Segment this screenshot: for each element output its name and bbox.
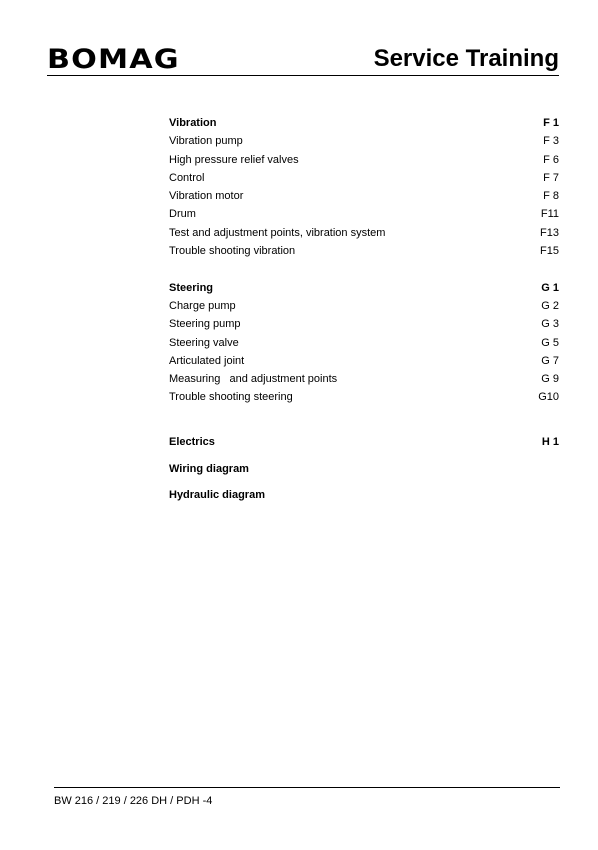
toc-item-label: Steering valve — [169, 336, 239, 349]
toc-item-label: Measuring and adjustment points — [169, 373, 338, 386]
toc-page-number: F 7 — [543, 171, 559, 184]
toc-page-number: F 1 — [543, 117, 559, 129]
toc-page-number: G 1 — [541, 281, 559, 294]
toc-item-label: High pressure relief valves — [169, 153, 299, 166]
footer-model-text: BW 216 / 219 / 226 DH / PDH -4 — [54, 795, 213, 807]
toc-item[interactable] — [169, 297, 559, 315]
toc-page-number: F11 — [540, 208, 559, 221]
toc-page-number: G 3 — [541, 318, 559, 331]
toc-page-number: G 7 — [541, 354, 559, 367]
toc-item[interactable] — [169, 169, 559, 187]
toc-page-number: F13 — [540, 226, 559, 239]
section-spacer — [169, 260, 559, 278]
toc-heading-vibration[interactable] — [169, 114, 559, 132]
toc-item[interactable] — [169, 334, 559, 352]
toc-heading-label: Steering — [169, 281, 214, 294]
toc-item[interactable] — [169, 187, 559, 205]
toc-extra-hydraulic-diagram[interactable]: Hydraulic diagram — [169, 489, 265, 502]
toc-item-label: Trouble shooting steering — [169, 391, 293, 404]
toc-item[interactable] — [169, 370, 559, 388]
toc-page-number: G10 — [538, 391, 559, 404]
page-footer — [54, 787, 560, 808]
table-of-contents — [169, 114, 559, 504]
toc-page-number: F 3 — [543, 135, 559, 148]
toc-page-number: F15 — [540, 245, 559, 258]
toc-item[interactable] — [169, 132, 559, 150]
toc-heading-label: Vibration — [169, 117, 217, 129]
toc-heading-steering[interactable] — [169, 279, 559, 297]
toc-item-label: Drum — [169, 208, 196, 221]
toc-item[interactable] — [169, 151, 559, 169]
toc-heading-label: Electrics — [169, 435, 215, 448]
toc-page-number: G 5 — [541, 336, 559, 349]
page-header — [47, 44, 559, 76]
toc-page-number: G 2 — [541, 299, 559, 312]
toc-item-label: Test and adjustment points, vibration system — [169, 226, 386, 239]
toc-page-number: G 9 — [541, 373, 559, 386]
toc-item-label: Control — [169, 171, 205, 184]
toc-item-label: Vibration pump — [169, 135, 243, 148]
toc-item-label: Trouble shooting vibration — [169, 245, 296, 258]
toc-item-label: Charge pump — [169, 299, 236, 312]
toc-item[interactable] — [169, 315, 559, 333]
toc-heading-electrics[interactable] — [169, 433, 559, 451]
toc-item-label: Vibration motor — [169, 190, 244, 203]
section-spacer — [169, 478, 559, 487]
toc-item[interactable] — [169, 242, 559, 260]
toc-page-number: H 1 — [541, 435, 559, 448]
toc-item[interactable] — [169, 388, 559, 406]
section-spacer — [169, 451, 559, 460]
page-title: Service Training — [373, 45, 559, 72]
toc-item-label: Steering pump — [169, 318, 241, 331]
toc-page-number: F 8 — [543, 190, 559, 203]
toc-item[interactable] — [169, 224, 559, 242]
bomag-logo: BOMAG — [47, 44, 180, 75]
toc-extra-wiring-diagram[interactable]: Wiring diagram — [169, 462, 249, 475]
toc-item[interactable] — [169, 205, 559, 223]
toc-item-label: Articulated joint — [169, 354, 245, 367]
section-spacer — [169, 407, 559, 433]
toc-page-number: F 6 — [543, 153, 559, 166]
toc-item[interactable] — [169, 352, 559, 370]
